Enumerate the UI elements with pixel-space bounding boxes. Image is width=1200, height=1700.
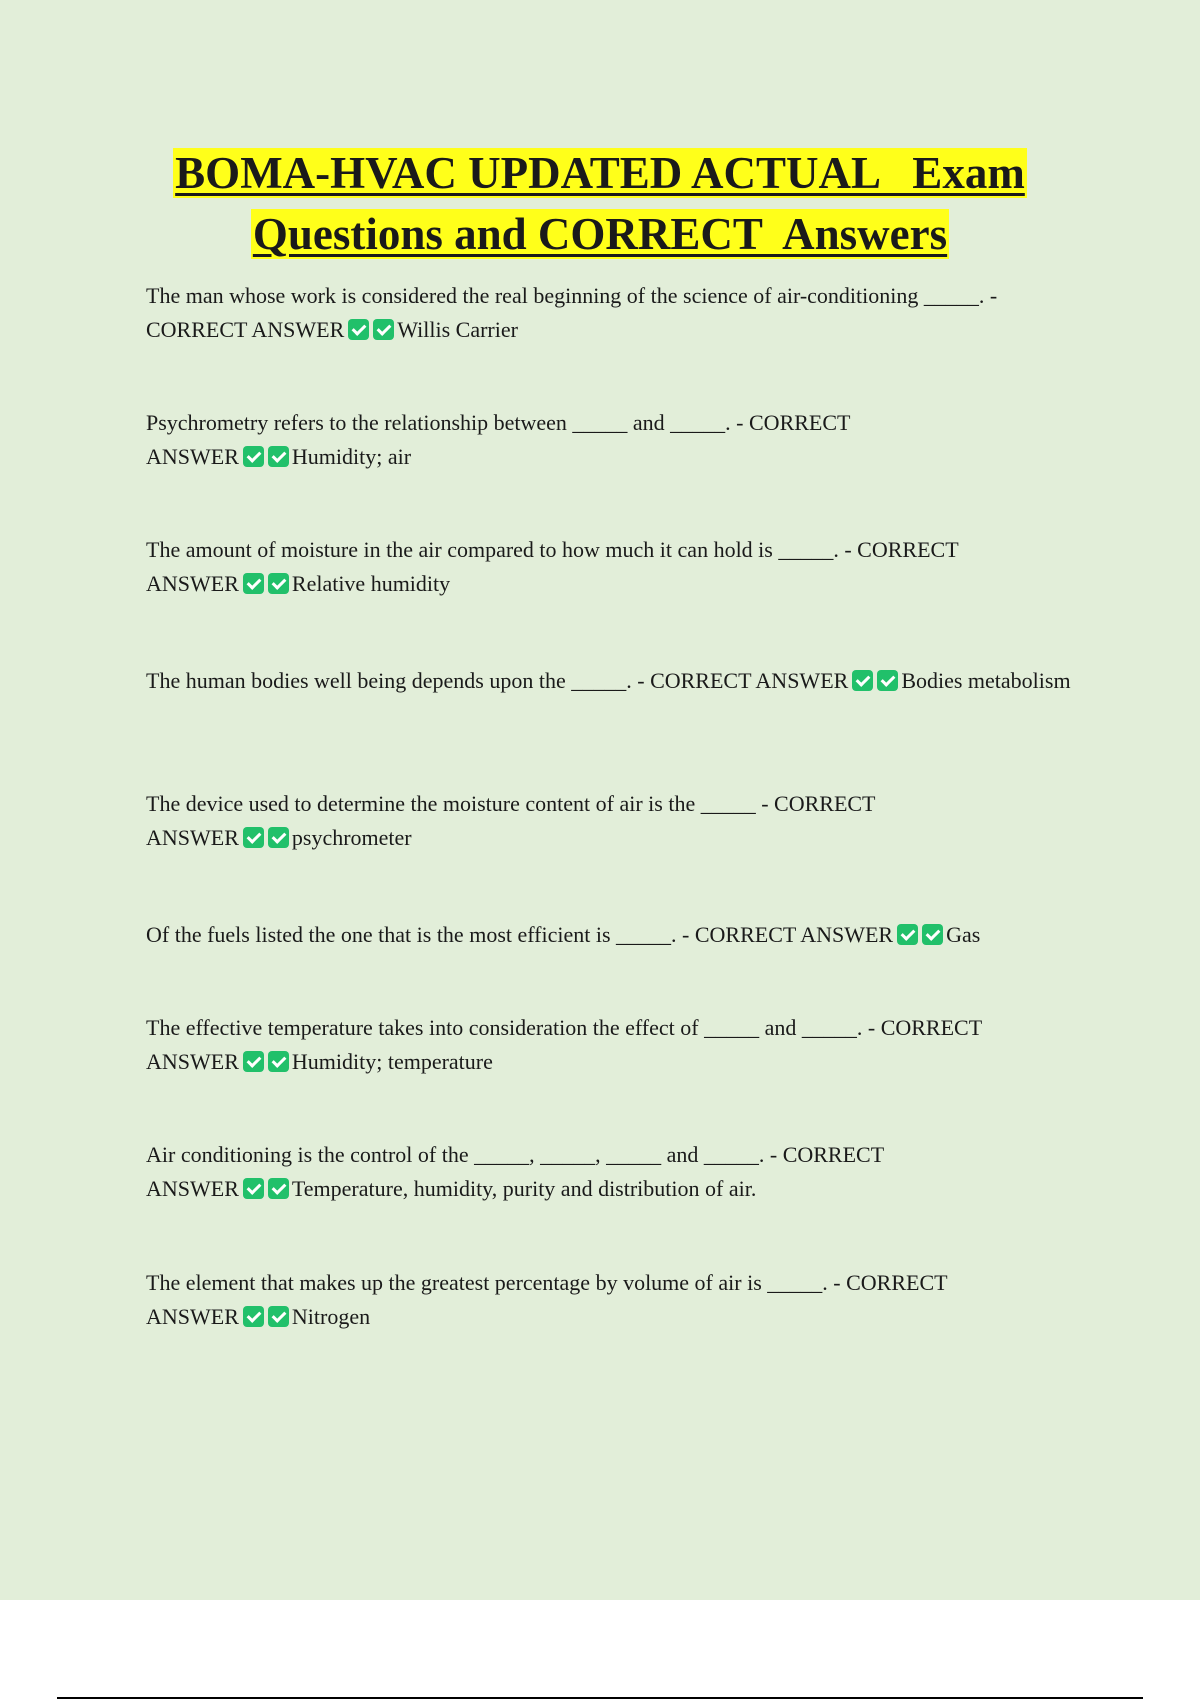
check-box-icon [243, 446, 264, 467]
qa-item [146, 406, 1086, 474]
check-box-icon [268, 1051, 289, 1072]
answer-text: Nitrogen [291, 1304, 371, 1329]
check-box-icon [373, 319, 394, 340]
check-box-icon [897, 924, 918, 945]
question-text: The human bodies well being depends upon the _____. - CORRECT ANSWER [146, 668, 849, 693]
document-title [0, 143, 1200, 265]
footer-rule [57, 1697, 1143, 1699]
qa-item [146, 1138, 1086, 1206]
question-text: The device used to determine the moisture content of air is the _____ - CORRECT [146, 791, 876, 816]
answer-text: Relative humidity [291, 571, 451, 596]
check-box-icon [348, 319, 369, 340]
check-box-icon [852, 670, 873, 691]
answer-label: CORRECT ANSWER [146, 317, 345, 342]
question-text: The man whose work is considered the real beginning of the science of air-conditioning _____. - [146, 283, 998, 308]
check-box-icon [243, 1178, 264, 1199]
answer-label: ANSWER [146, 444, 239, 469]
question-text: Of the fuels listed the one that is the most efficient is _____. - CORRECT ANSWER [146, 922, 894, 947]
title-line-2: Questions and CORRECT Answers [252, 209, 948, 259]
check-box-icon [268, 573, 289, 594]
answer-text: Bodies metabolism [901, 668, 1071, 693]
question-text: Air conditioning is the control of the _____, _____, _____ and _____. - CORRECT [146, 1142, 885, 1167]
answer-label: ANSWER [146, 1049, 239, 1074]
answer-label: ANSWER [146, 1176, 239, 1201]
qa-item [146, 918, 1086, 952]
check-box-icon [922, 924, 943, 945]
answer-text: Humidity; air [291, 444, 412, 469]
qa-item [146, 1011, 1086, 1079]
check-box-icon [268, 1178, 289, 1199]
question-text: The effective temperature takes into consideration the effect of _____ and _____. - CORRECT [146, 1015, 983, 1040]
title-line-1: BOMA-HVAC UPDATED ACTUAL Exam [175, 148, 1025, 198]
qa-item [146, 533, 1086, 601]
answer-label: ANSWER [146, 825, 239, 850]
answer-text: Temperature, humidity, purity and distribution of air. [291, 1176, 757, 1201]
check-box-icon [243, 573, 264, 594]
qa-item [146, 787, 1086, 855]
answer-label: ANSWER [146, 1304, 239, 1329]
check-box-icon [268, 446, 289, 467]
answer-text: Willis Carrier [397, 317, 518, 342]
check-box-icon [243, 1306, 264, 1327]
answer-text: Humidity; temperature [291, 1049, 493, 1074]
answer-text: Gas [946, 922, 981, 947]
check-box-icon [268, 827, 289, 848]
question-text: Psychrometry refers to the relationship between _____ and _____. - CORRECT [146, 410, 851, 435]
question-text: The element that makes up the greatest percentage by volume of air is _____. - CORRECT [146, 1270, 948, 1295]
qa-item [146, 279, 1086, 347]
check-box-icon [243, 1051, 264, 1072]
check-box-icon [243, 827, 264, 848]
check-box-icon [877, 670, 898, 691]
answer-text: psychrometer [291, 825, 412, 850]
check-box-icon [268, 1306, 289, 1327]
qa-item [146, 664, 1086, 698]
answer-label: ANSWER [146, 571, 239, 596]
qa-item [146, 1266, 1086, 1334]
question-text: The amount of moisture in the air compared to how much it can hold is _____. - CORRECT [146, 537, 959, 562]
